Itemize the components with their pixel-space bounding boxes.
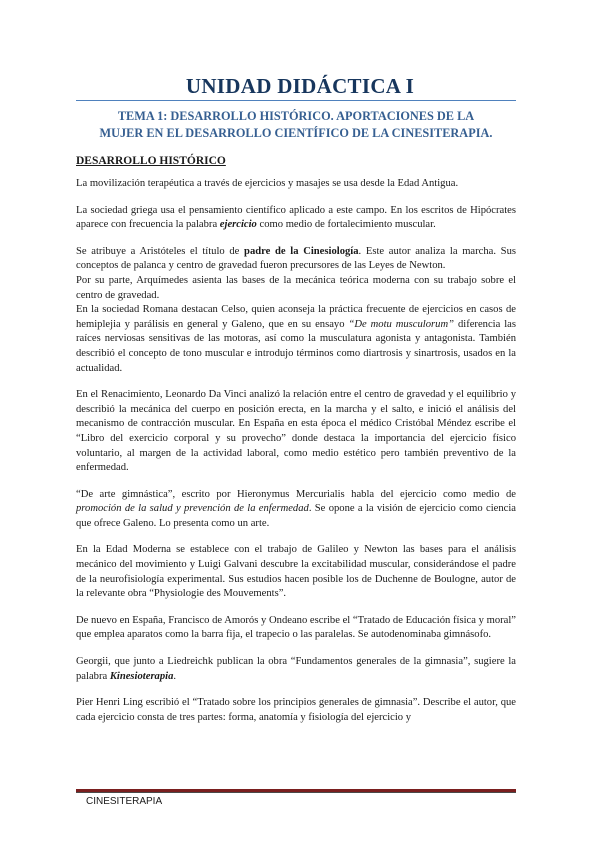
paragraph-1: La movilización terapéutica a través de ejercicios y masajes se usa desde la Edad Antigua. [76, 178, 459, 189]
text-run: “De arte gimnástica”, escrito por Hieronymus Mercurialis habla del ejercicio como medio de [76, 488, 516, 500]
document-body [76, 177, 516, 737]
text-run: Georgii, que junto a Liedreichk publican la obra “Fundamentos generales de la gimnasia”, sugiere la palabra [76, 656, 516, 682]
emphasis-text: padre de la Cinesiología [244, 245, 359, 257]
emphasis-text: Kinesioterapia [109, 670, 174, 682]
subtitle-line-2: MUJER EN EL DESARROLLO CIENTÍFICO DE LA CINESITERAPIA. [99, 126, 493, 140]
text-run: . Se opone a la visión de ejercicio como ciencia que ofrece Galeno. Lo presenta como un arte. [76, 503, 516, 529]
paragraph-8: En la Edad Moderna se establece con el trabajo de Galileo y Newton las bases para el análisis mecánico del movimiento y Luigi Galvani descubre la excitabilidad muscular, considerándose el padre de la neurofisiología experimental. Sus estudios hacen posible los de Duchenne de Boulogne, autor de la relevante obra “Physiologie des Mouvements”. [76, 544, 516, 600]
emphasis-text: promoción de la salud y prevención de la enfermedad [76, 503, 309, 515]
text-run: . Este autor analiza la marcha. Sus conceptos de palanca y centro de gravedad fueron precursores de las Leyes de Newton. [76, 245, 516, 272]
paragraph-11: Pier Henri Ling escribió el “Tratado sobre los principios generales de gimnasia”. Describe el autor, que cada ejercicio consta de tres partes: forma, anatomía y fisiología del ejercicio y [76, 697, 516, 723]
text-run: . [173, 670, 177, 682]
title-divider [76, 100, 516, 101]
page-title: UNIDAD DIDÁCTICA I [185, 74, 415, 98]
text-run: como medio de fortalecimiento muscular. [256, 219, 436, 231]
emphasis-text: ejercicio [219, 219, 257, 231]
footer-divider [76, 789, 516, 793]
emphasis-text: “De motu musculorum” [348, 318, 455, 330]
footer-label: CINESITERAPIA [86, 796, 163, 807]
paragraph-6: En el Renacimiento, Leonardo Da Vinci analizó la relación entre el centro de gravedad y el equilibrio y describió la mecánica del cuerpo en posición erecta, en la marcha y el salto, e inició el análisis del mecanismo de contracción muscular. En España en esta época el médico Cristóbal Méndez escribe el “Libro del exercicio corporal y su provecho” donde destaca la importancia del ejercicio físico voluntario, al margen de la actividad laboral, como medio estético pero también preventivo de la enfermedad. [76, 389, 516, 474]
paragraph-3 [76, 245, 516, 274]
text-run: La sociedad griega usa el pensamiento científico aplicado a este campo. En los escritos de Hipócrates aparece con frecuencia la palabra [76, 204, 516, 231]
paragraph-5 [76, 303, 516, 376]
subtitle-line-1: TEMA 1: DESARROLLO HISTÓRICO. APORTACIONES DE LA [117, 109, 475, 123]
text-run: Se atribuye a Aristóteles el título de [76, 245, 245, 257]
paragraph-2 [76, 204, 516, 233]
text-run: diferencia las raíces nerviosas sensitivas de las motoras, así como la musculatura agonista y antagonista. También describió el concepto de tono muscular e introdujo términos como diartrosis y sinartrosis, usados en la actualidad. [76, 318, 516, 374]
paragraph-10 [76, 655, 516, 684]
text-run: En la sociedad Romana destacan Celso, quien aconseja la práctica frecuente de ejercicios en casos de hemiplejia y parálisis en general y Galeno, que en su ensayo [76, 304, 516, 330]
topic-subtitle [76, 108, 516, 142]
paragraph-7 [76, 488, 516, 532]
paragraph-9: De nuevo en España, Francisco de Amorós y Ondeano escribe el “Tratado de Educación física y moral” que emplea aparatos como la barra fija, el trapecio o las paralelas. Se autodenominaba gimnásofo. [76, 614, 516, 641]
paragraph-4: Por su parte, Arquímedes asienta las bases de la mecánica teórica moderna con su trabajo sobre el centro de gravedad. [76, 274, 516, 301]
section-heading: DESARROLLO HISTÓRICO [76, 155, 226, 167]
